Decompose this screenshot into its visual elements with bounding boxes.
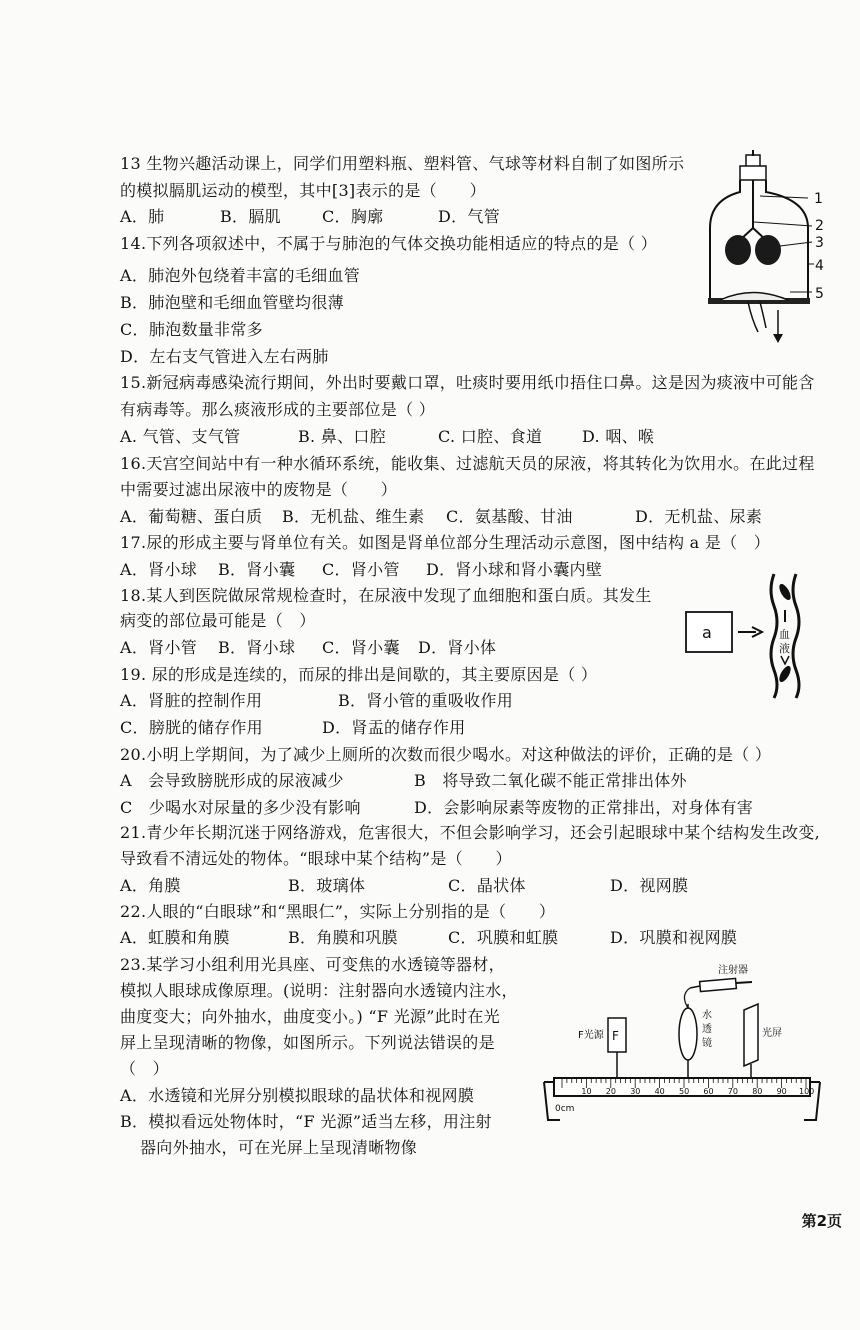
q23-stem-line-3: 曲度变大；向外抽水，曲度变小。) “F 光源”此时在光 — [120, 1007, 500, 1026]
q18-option-a: A．肾小管 — [120, 638, 198, 657]
q23-option-a: A．水透镜和光屏分别模拟眼球的晶状体和视网膜 — [120, 1086, 475, 1105]
q23-stem-line-4: 屏上呈现清晰的物像，如图所示。下列说法错误的是 — [120, 1033, 495, 1052]
q14-option-d: D．左右支气管进入左右两肺 — [120, 347, 329, 366]
q21-stem-line-1: 21.青少年长期沉迷于网络游戏，危害很大，不但会影响学习，还会引起眼球中某个结构发生改变, — [120, 823, 821, 842]
q15-stem-line-2: 有病毒等。那么痰液形成的主要部位是（ ） — [120, 400, 436, 419]
q22-stem: 22.人眼的“白眼球”和“黑眼仁”，实际上分别指的是（ ） — [120, 902, 556, 921]
q19-option-d: D．肾盂的储存作用 — [322, 718, 466, 737]
q19-option-a: A．肾脏的控制作用 — [120, 691, 263, 710]
q18-option-c: C．肾小囊 — [322, 638, 400, 657]
ruler-label: 60 — [703, 1087, 714, 1096]
lung-label-2: 2 — [815, 218, 824, 234]
q13-stem-line-2: 的模拟膈肌运动的模型，其中[3]表示的是（ ） — [120, 181, 486, 200]
q15-stem-line-1: 15.新冠病毒感染流行期间，外出时要戴口罩，吐痰时要用纸巾捂住口鼻。这是因为痰液中可能含 — [120, 373, 815, 392]
q14-option-a: A．肺泡外包绕着丰富的毛细血管 — [120, 266, 361, 285]
ruler-label: 10 — [581, 1087, 592, 1096]
q14-option-c: C．肺泡数量非常多 — [120, 320, 263, 339]
q21-option-d: D．视网膜 — [610, 876, 689, 895]
q18-option-b: B．肾小球 — [218, 638, 296, 657]
ruler-label: 80 — [752, 1087, 763, 1096]
q17-option-d: D．肾小球和肾小囊内壁 — [426, 560, 603, 579]
q19-option-b: B．肾小管的重吸收作用 — [338, 691, 514, 710]
q13-option-c: C．胸廓 — [322, 207, 384, 226]
q22-option-d: D．巩膜和视网膜 — [610, 928, 738, 947]
vessel-label-1: 血 — [779, 628, 790, 641]
q16-option-d: D．无机盐、尿素 — [635, 507, 763, 526]
q17-stem: 17.尿的形成主要与肾单位有关。如图是肾单位部分生理活动示意图，图中结构 a 是（ ） — [120, 533, 771, 552]
page-number: 第2页 — [801, 1212, 842, 1230]
vessel-label-2: 液 — [779, 642, 790, 655]
q19-stem: 19. 尿的形成是连续的，而尿的排出是间歇的，其主要原因是（ ） — [120, 665, 598, 684]
lung-label-5: 5 — [815, 286, 824, 302]
q13-stem-line-1: 13 生物兴趣活动课上，同学们用塑料瓶、塑料管、气球等材料自制了如图所示 — [120, 154, 685, 173]
q20-option-b: B 将导致二氧化碳不能正常排出体外 — [414, 771, 687, 790]
syringe-label: 注射器 — [718, 965, 748, 976]
q16-stem-line-1: 16.天宫空间站中有一种水循环系统，能收集、过滤航天员的尿液，将其转化为饮用水。在此过程 — [120, 454, 815, 473]
q22-option-b: B．角膜和巩膜 — [288, 928, 398, 947]
ruler-label: 100 — [799, 1087, 815, 1096]
q17-option-c: C．肾小管 — [322, 560, 400, 579]
q16-option-b: B．无机盐、维生素 — [282, 507, 425, 526]
lung-label-4: 4 — [815, 258, 824, 274]
q23-stem-line-2: 模拟人眼球成像原理。(说明：注射器向水透镜内注水， — [120, 981, 518, 1000]
q18-stem-line-2: 病变的部位最可能是（ ） — [120, 611, 316, 630]
ruler-label: 40 — [654, 1087, 665, 1096]
ruler-label: 90 — [776, 1087, 787, 1096]
q23-option-b-line-2: 器向外抽水，可在光屏上呈现清晰物像 — [140, 1138, 418, 1157]
q16-option-a: A．葡萄糖、蛋白质 — [120, 507, 263, 526]
lung-label-3: 3 — [815, 235, 824, 251]
q21-option-b: B．玻璃体 — [288, 876, 366, 895]
q13-option-a: A．肺 — [120, 207, 165, 226]
q13-option-d: D．气管 — [438, 207, 501, 226]
f-source-label: F光源 — [578, 1030, 604, 1041]
q16-stem-line-2: 中需要过滤出尿液中的废物是（ ） — [120, 480, 398, 499]
q15-option-a: A. 气管、支气管 — [120, 427, 241, 446]
lens-label-3: 镜 — [702, 1038, 712, 1049]
q23-stem-line-1: 23.某学习小组利用光具座、可变焦的水透镜等器材， — [120, 955, 505, 974]
optical-bench-figure — [540, 960, 825, 1130]
lens-label-2: 透 — [702, 1024, 712, 1035]
lung-label-1: 1 — [814, 191, 823, 207]
q17-option-a: A．肾小球 — [120, 560, 198, 579]
q15-option-c: C. 口腔、食道 — [438, 427, 543, 446]
q20-option-a: A 会导致膀胱形成的尿液减少 — [120, 771, 344, 790]
q20-option-c: C 少喝水对尿量的多少没有影响 — [120, 798, 361, 817]
q15-option-b: B. 鼻、口腔 — [298, 427, 387, 446]
q20-stem: 20.小明上学期间，为了减少上厕所的次数而很少喝水。对这种做法的评价，正确的是（ ） — [120, 745, 772, 764]
lung-model-figure — [700, 150, 830, 350]
structure-a-label: a — [702, 623, 712, 642]
nephron-figure — [682, 570, 812, 700]
q21-option-a: A．角膜 — [120, 876, 181, 895]
q22-option-c: C．巩膜和虹膜 — [448, 928, 559, 947]
q21-stem-line-2: 导致看不清远处的物体。“眼球中某个结构”是（ ） — [120, 849, 512, 868]
q19-option-c: C．膀胱的储存作用 — [120, 718, 263, 737]
q14-stem: 14.下列各项叙述中，不属于与肺泡的气体交换功能相适应的特点的是（ ） — [120, 234, 658, 253]
ruler-unit: 0cm — [555, 1104, 575, 1114]
q18-stem-line-1: 18.某人到医院做尿常规检查时，在尿液中发现了血细胞和蛋白质。其发生 — [120, 586, 652, 605]
q15-option-d: D. 咽、喉 — [582, 427, 655, 446]
screen-label: 光屏 — [762, 1028, 782, 1039]
q14-option-b: B．肺泡壁和毛细血管壁均很薄 — [120, 293, 344, 312]
q13-option-b: B．膈肌 — [220, 207, 281, 226]
ruler-label: 50 — [679, 1087, 690, 1096]
q18-option-d: D．肾小体 — [418, 638, 497, 657]
ruler-label: 30 — [630, 1087, 641, 1096]
q23-stem-line-5: （ ） — [120, 1059, 169, 1078]
q20-option-d: D．会影响尿素等废物的正常排出，对身体有害 — [414, 798, 754, 817]
ruler-label: 70 — [727, 1087, 738, 1096]
q22-option-a: A．虹膜和角膜 — [120, 928, 230, 947]
ruler-label: 20 — [605, 1087, 616, 1096]
q16-option-c: C．氨基酸、甘油 — [446, 507, 573, 526]
q23-option-b-line-1: B．模拟看远处物体时，“F 光源”适当左移，用注射 — [120, 1112, 492, 1131]
f-letter: F — [612, 1029, 619, 1043]
q17-option-b: B．肾小囊 — [218, 560, 296, 579]
lens-label-1: 水 — [702, 1010, 712, 1021]
q21-option-c: C．晶状体 — [448, 876, 526, 895]
